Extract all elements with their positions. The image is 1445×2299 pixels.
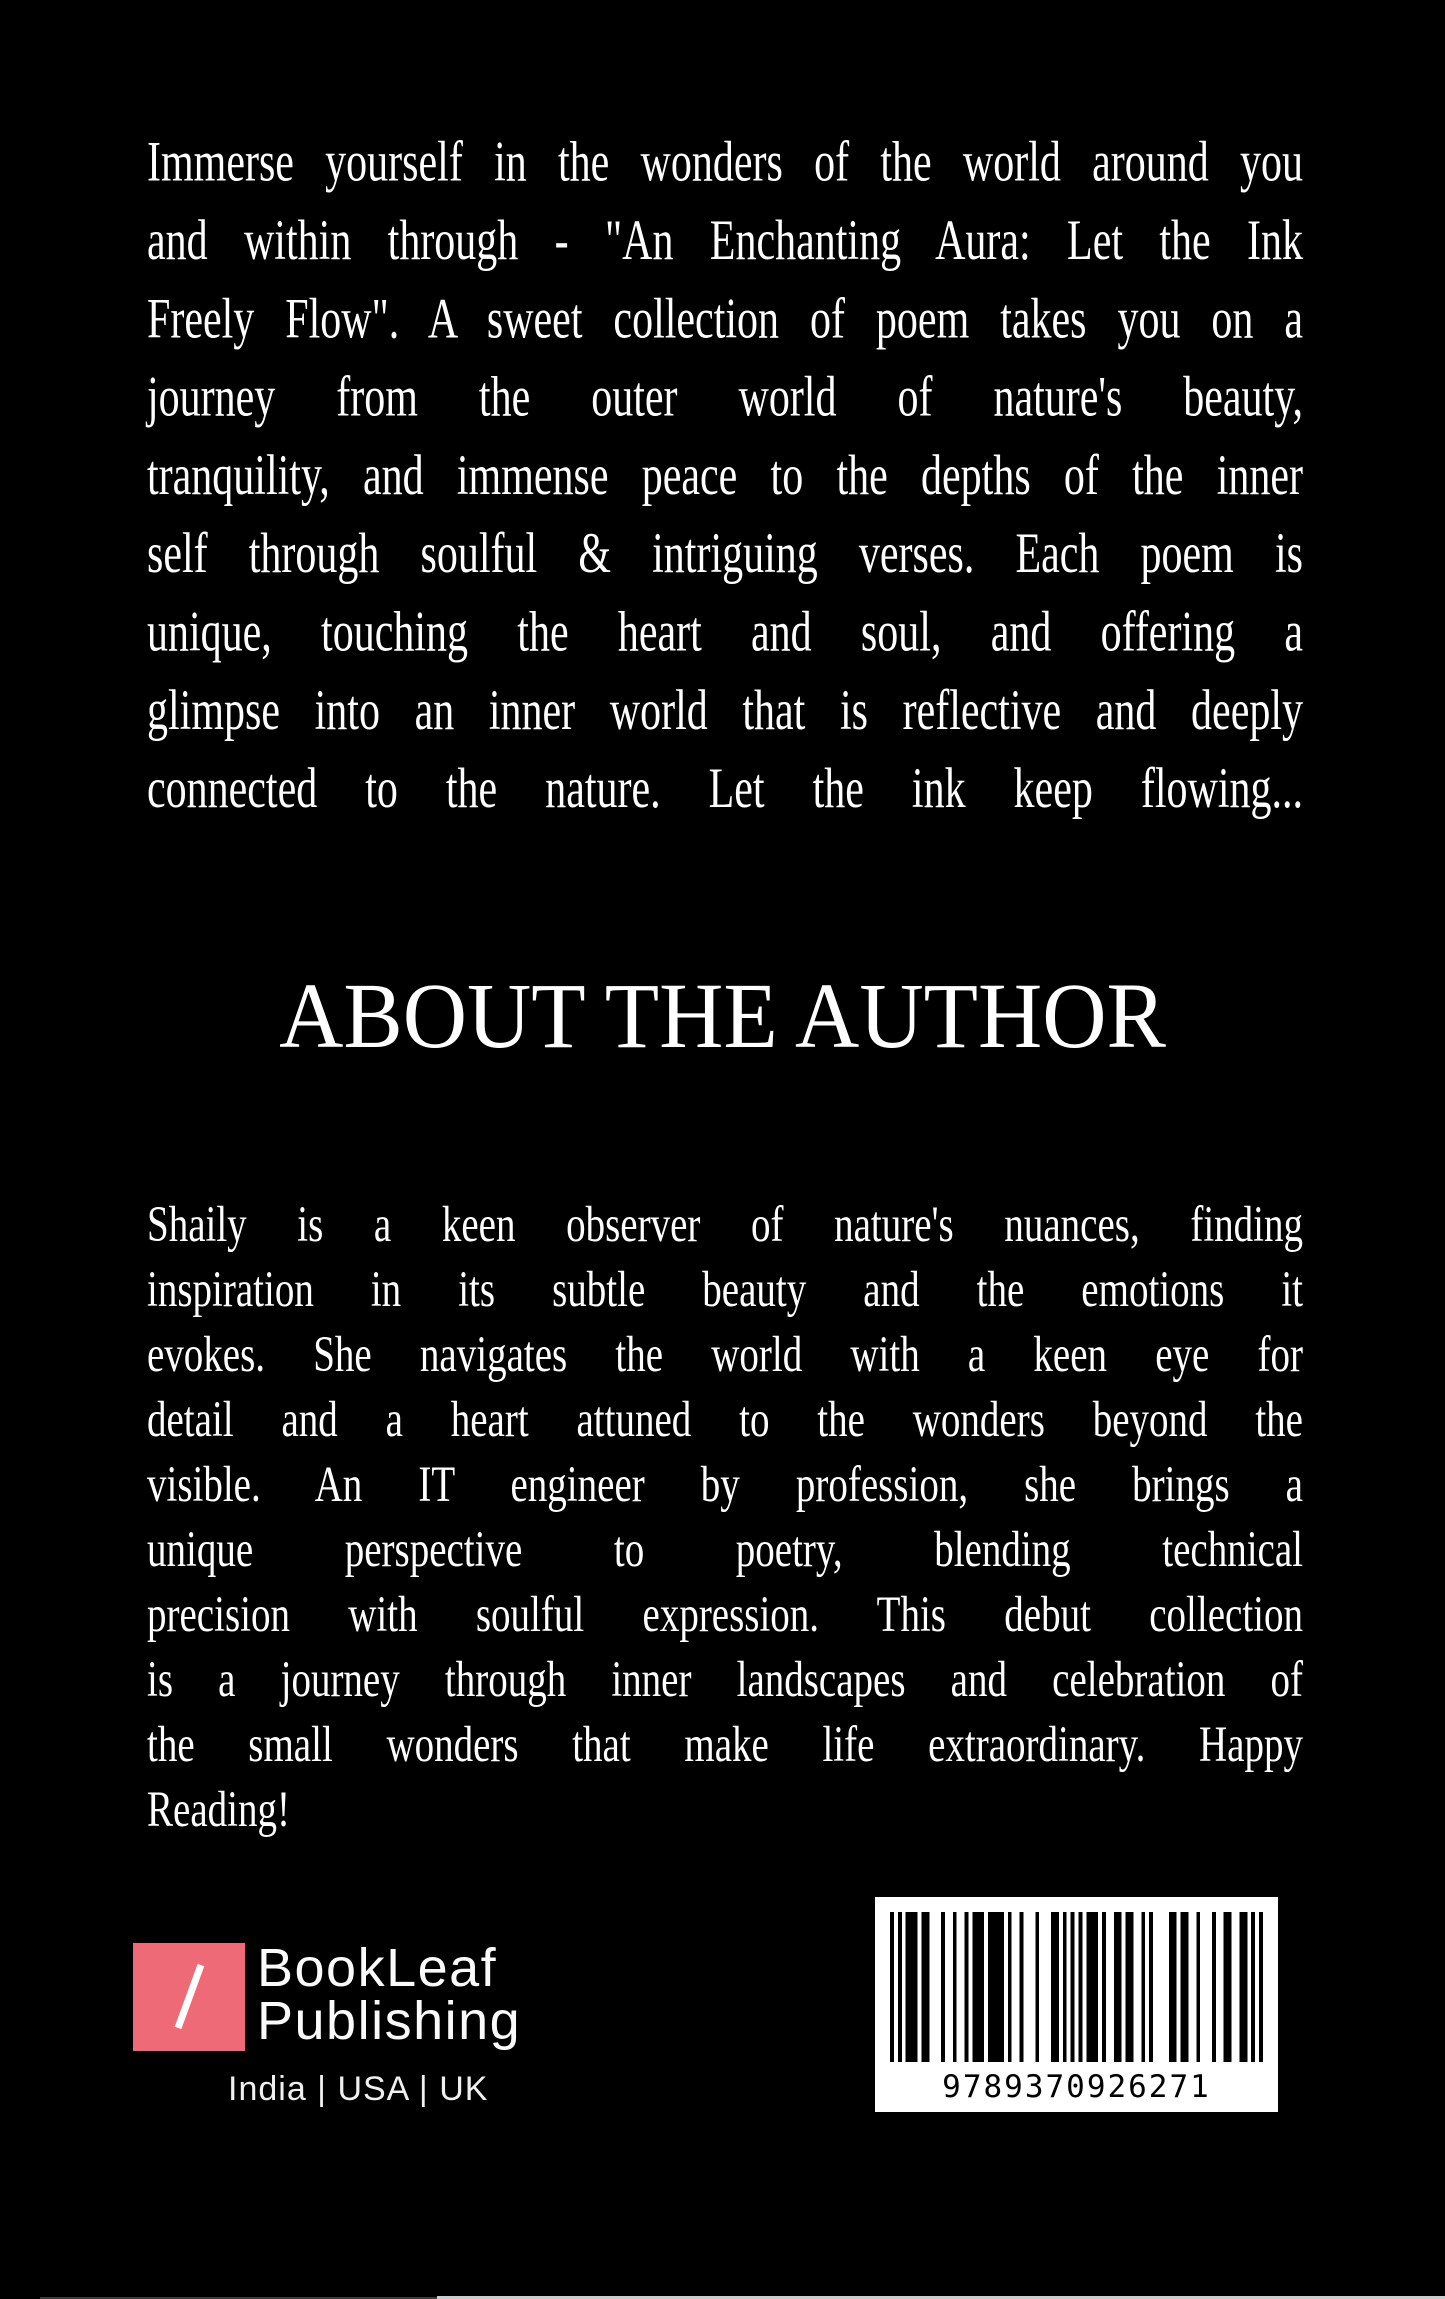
text-line: is a journey through inner landscapes and celebration of [147, 1651, 1303, 1708]
text-line: precision with soulful expression. This debut collection [147, 1586, 1303, 1643]
text-line: Immerse yourself in the wonders of the world around you [147, 132, 1303, 195]
bookleaf-logo [133, 1943, 245, 2051]
barcode-bars [890, 1912, 1263, 2062]
text-line: and within through - "An Enchanting Aura: Let the Ink [147, 210, 1303, 273]
publisher-name-line1: BookLeaf [257, 1938, 498, 1998]
text-line: visible. An IT engineer by profession, she brings a [147, 1456, 1303, 1513]
publisher-name [257, 1938, 522, 2051]
text-line: glimpse into an inner world that is reflective and deeply [147, 680, 1303, 743]
text-line: unique perspective to poetry, blending technical [147, 1521, 1303, 1578]
text-line: Reading! [147, 1781, 290, 1838]
about-the-author-heading: ABOUT THE AUTHOR [279, 965, 1166, 1069]
publisher-name-line2: Publishing [257, 1991, 522, 2051]
text-line: connected to the nature. Let the ink keep flowing... [147, 758, 1303, 821]
text-line: inspiration in its subtle beauty and the emotions it [147, 1261, 1303, 1318]
text-line: detail and a heart attuned to the wonders beyond the [147, 1391, 1303, 1448]
text-line: journey from the outer world of nature's beauty, [147, 367, 1303, 430]
publisher-regions: India | USA | UK [228, 2070, 489, 2108]
slash-icon [175, 1964, 204, 2029]
text-line: Shaily is a keen observer of nature's nuances, finding [147, 1196, 1303, 1253]
isbn-number: 9789370926271 [942, 2069, 1211, 2105]
isbn-barcode [875, 1897, 1278, 2112]
text-line: evokes. She navigates the world with a keen eye for [147, 1326, 1303, 1383]
text-line: the small wonders that make life extraordinary. Happy [147, 1716, 1303, 1773]
author-bio-paragraph [147, 1193, 1303, 1843]
synopsis-paragraph [147, 124, 1303, 829]
text-line: unique, touching the heart and soul, and offering a [147, 601, 1303, 664]
text-line: tranquility, and immense peace to the depths of the inner [147, 445, 1303, 508]
text-line: self through soulful & intriguing verses. Each poem is [147, 523, 1303, 586]
text-line: Freely Flow". A sweet collection of poem takes you on a [147, 288, 1303, 351]
